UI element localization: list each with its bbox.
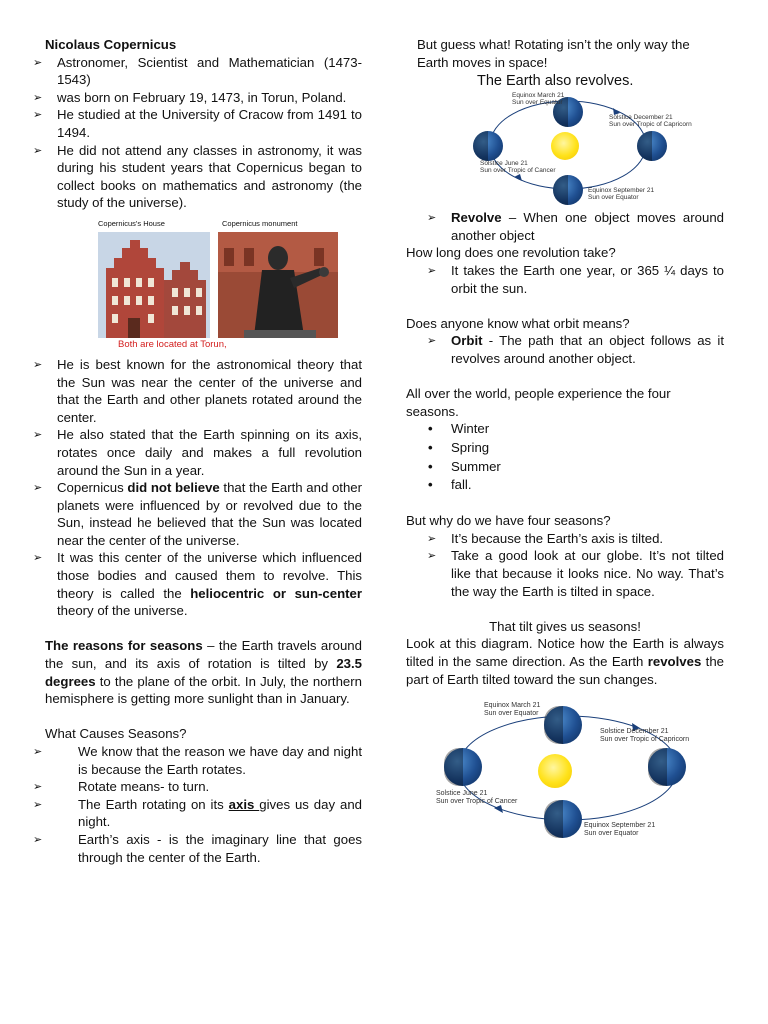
why-list — [406, 530, 724, 600]
label-june: Solstice June 21 Sun over Tropic of Cancer — [480, 160, 556, 175]
how-long-list — [406, 262, 724, 297]
diagram-title: The Earth also revolves. — [477, 73, 634, 90]
earth-december — [648, 748, 686, 786]
revolve-diagram-1 — [470, 73, 710, 205]
list-item: ➢ Take a good look at our globe. It’s not tilted like that because it looks nice. No way. That’s the way the Earth is tilted in space. — [406, 547, 724, 600]
list-item: ➢ He studied at the University of Cracow from 1491 to 1494. — [30, 106, 362, 141]
sun — [538, 754, 572, 788]
label-june: Solstice June 21 Sun over Tropic of Cancer — [436, 790, 518, 806]
monument-label: Copernicus monument — [222, 218, 298, 228]
how-long-question: How long does one revolution take? — [406, 245, 616, 261]
earth-june — [444, 748, 482, 786]
seasons-intro: All over the world, people experience the four seasons. — [406, 386, 671, 419]
earth-september — [553, 175, 583, 205]
list-item: ➢ We know that the reason we have day and night is because the Earth rotates. — [30, 743, 362, 778]
left-column — [30, 36, 362, 866]
list-item: ➢ It takes the Earth one year, or 365 ¼ days to orbit the sun. — [406, 262, 724, 297]
sun — [551, 132, 579, 160]
theory-list — [30, 356, 362, 620]
photo-caption: Both are located at Torun, — [118, 338, 227, 350]
list-item: ➢ was born on February 19, 1473, in Torun, Poland. — [30, 89, 362, 107]
list-item: ➢ Orbit - The path that an object follows as it revolves around another object. — [406, 332, 724, 367]
rotating-intro: But guess what! Rotating isn’t the only way the Earth moves in space! — [417, 37, 690, 70]
list-item: ➢ He also stated that the Earth spinning on its axis, rotates once daily and makes a full revolution around the Sun in a year. — [30, 426, 362, 479]
list-item: ➢ The Earth rotating on its axis gives us day and night. — [30, 796, 362, 831]
orbit-ellipse — [470, 73, 710, 205]
list-item: • Winter — [406, 420, 724, 438]
orbit-question: Does anyone know what orbit means? — [406, 315, 630, 331]
list-item: ➢ Revolve – When one object moves around another object — [406, 209, 724, 244]
list-item: ➢ It was this center of the universe which influenced those bodies and caused them to revolve. This theory is called the heliocentric or sun-center theory of the universe. — [30, 549, 362, 619]
seasons-list — [406, 420, 724, 493]
tilt-line: That tilt gives us seasons! — [489, 618, 641, 634]
causes-list — [30, 743, 362, 866]
orbit-list — [406, 332, 724, 367]
copernicus-photos — [94, 218, 342, 352]
house-label: Copernicus's House — [98, 218, 165, 228]
why-question: But why do we have four seasons? — [406, 513, 611, 529]
earth-march — [544, 706, 582, 744]
earth-june — [473, 131, 503, 161]
label-december: Solstice December 21 Sun over Tropic of Capricorn — [609, 114, 692, 129]
photos-illustration — [94, 218, 342, 352]
list-item: • Spring — [406, 439, 724, 457]
earth-december — [637, 131, 667, 161]
right-column — [406, 36, 724, 858]
list-item: ➢ Rotate means- to turn. — [30, 778, 362, 796]
label-december: Solstice December 21 Sun over Tropic of Capricorn — [600, 728, 690, 744]
label-march: Equinox March 21 Sun over Equator — [512, 92, 565, 107]
list-item: ➢ Earth’s axis - is the imaginary line that goes through the center of the Earth. — [30, 831, 362, 866]
list-item: • Summer — [406, 458, 724, 476]
label-september: Equinox September 21 Sun over Equator — [588, 187, 655, 202]
seasons-paragraph: The reasons for seasons – the Earth travels around the sun, and its axis of rotation is tilted by 23.5 degrees to the plane of the orbit. In July, the northern hemisphere is getting more sunlight than in January. — [45, 638, 362, 707]
label-march: Equinox March 21 Sun over Equator — [484, 702, 541, 718]
revolve-diagram-2 — [436, 698, 720, 858]
list-item: ➢ He did not attend any classes in astronomy, it was during his student years that Copernicus began to collect books on mathematics and astronomy (the study of the universe). — [30, 142, 362, 212]
earth-september — [544, 800, 582, 838]
list-item: ➢ Astronomer, Scientist and Mathematician (1473-1543) — [30, 54, 362, 89]
list-item: ➢ It’s because the Earth’s axis is tilted. — [406, 530, 724, 548]
list-item: ➢ Copernicus did not believe that the Earth and other planets were influenced by or revolved due to the Sun, instead he believed that the Sun was located near the center of the universe. — [30, 479, 362, 549]
label-september: Equinox September 21 Sun over Equator — [584, 822, 656, 838]
look-paragraph: Look at this diagram. Notice how the Earth is always tilted in the same direction. As the Earth revolves the part of Earth tilted toward the sun changes. — [406, 636, 724, 687]
list-item: • fall. — [406, 476, 724, 494]
list-item: ➢ He is best known for the astronomical theory that the Sun was near the center of the universe and that the Earth and other planets rotated around the center. — [30, 356, 362, 426]
page-title: Nicolaus Copernicus — [45, 37, 177, 52]
revolve-list — [406, 209, 724, 244]
intro-list — [30, 54, 362, 212]
causes-heading: What Causes Seasons? — [45, 726, 187, 742]
